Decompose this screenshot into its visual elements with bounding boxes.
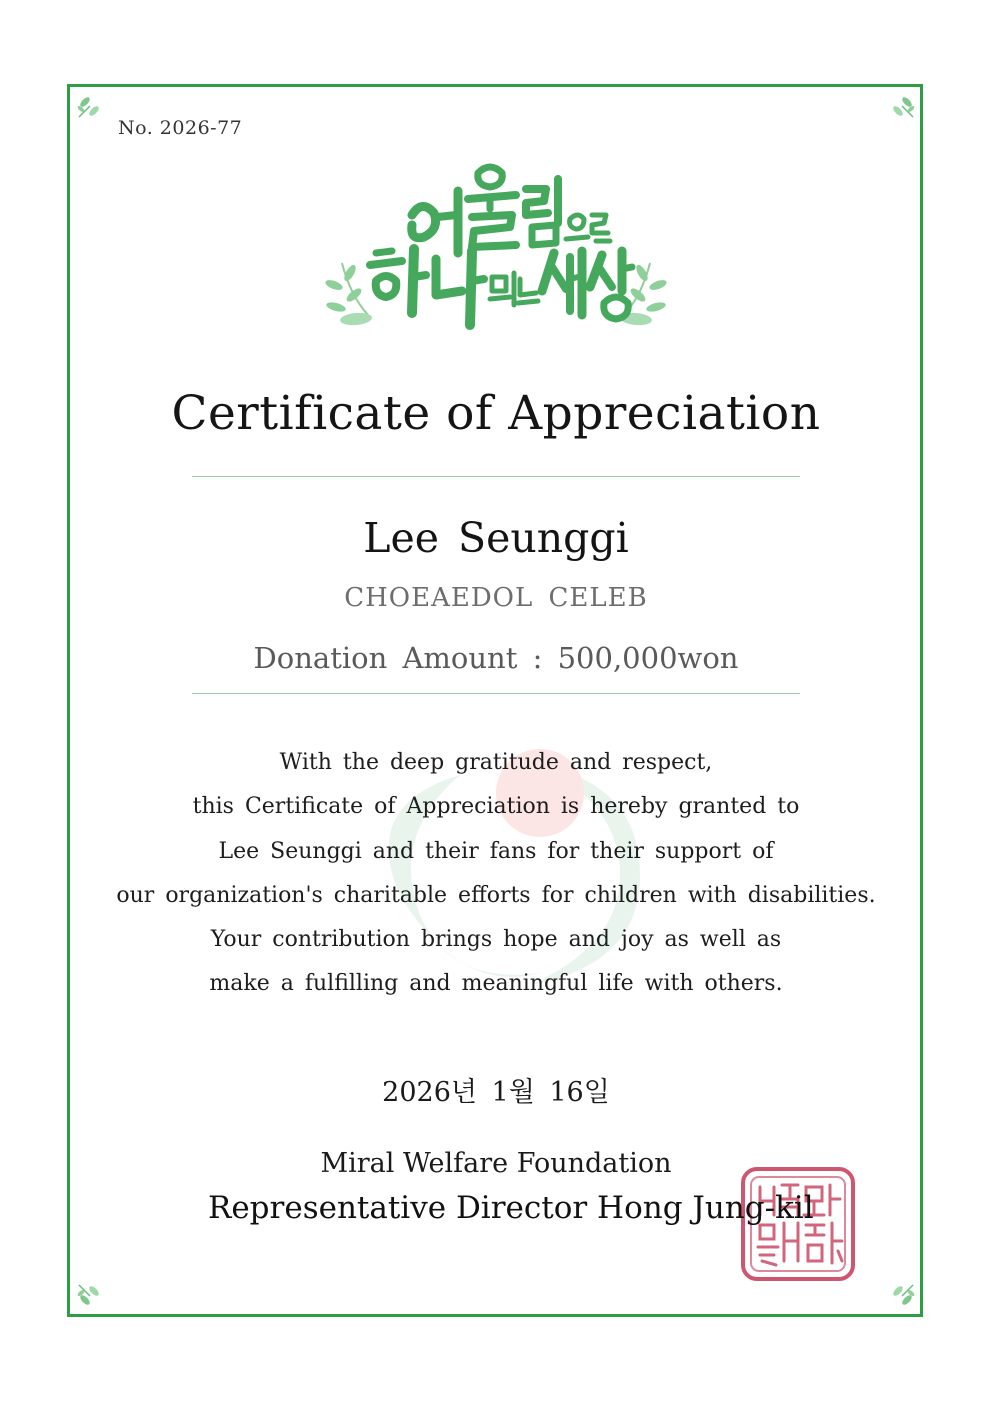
appreciation-message bbox=[0, 744, 992, 1010]
donation-amount: Donation Amount : 500,000won bbox=[253, 641, 739, 675]
message-line: make a fulfilling and meaningful life with others. bbox=[209, 971, 783, 997]
laurel-icon bbox=[324, 263, 372, 326]
message-line: With the deep gratitude and respect, bbox=[279, 750, 713, 775]
certificate-number: No. 2026-77 bbox=[118, 117, 243, 139]
divider bbox=[192, 693, 800, 694]
divider bbox=[192, 476, 800, 477]
leaf-corner-icon bbox=[76, 1282, 102, 1308]
leaf-corner-icon bbox=[890, 94, 916, 120]
slogan-logo bbox=[320, 155, 672, 345]
message-line: Lee Seunggi and their fans for their support of bbox=[218, 838, 774, 864]
recipient-name: Lee Seunggi bbox=[363, 514, 629, 562]
leaf-corner-icon bbox=[76, 94, 102, 120]
foundation-name: Miral Welfare Foundation bbox=[320, 1148, 672, 1179]
representative-director: Representative Director Hong Jung-kil bbox=[208, 1190, 814, 1226]
recipient-group: CHOEAEDOL CELEB bbox=[344, 583, 648, 613]
message-line: Your contribution brings hope and joy as well as bbox=[210, 927, 782, 953]
certificate-title: Certificate of Appreciation bbox=[171, 386, 821, 441]
message-line: our organization's charitable efforts for children with disabilities. bbox=[116, 882, 876, 908]
issue-date: 2026년 1월 16일 bbox=[382, 1077, 610, 1108]
message-line: this Certificate of Appreciation is hereby granted to bbox=[192, 794, 800, 820]
leaf-corner-icon bbox=[890, 1282, 916, 1308]
